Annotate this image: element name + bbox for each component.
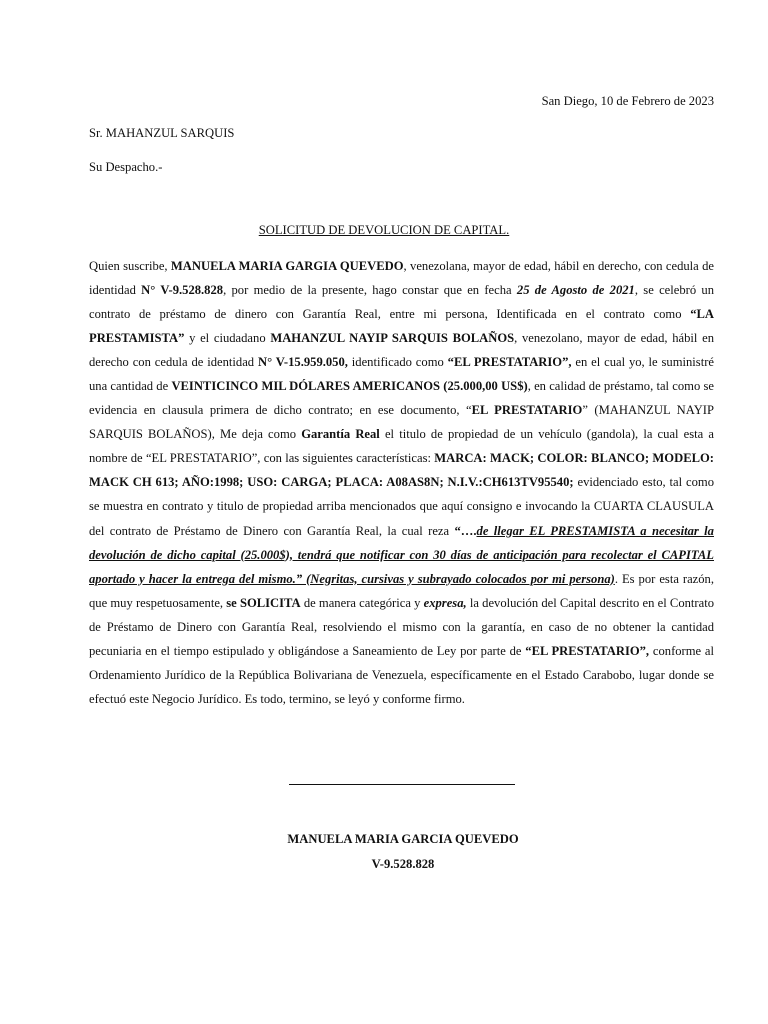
lender-id: N° V-9.528.828	[141, 283, 224, 298]
salutation-line: Su Despacho.-	[89, 160, 163, 174]
body-text: y el ciudadano	[184, 331, 271, 346]
lender-name: MANUELA MARIA GARGIA QUEVEDO	[170, 259, 404, 273]
signature-line	[289, 784, 515, 785]
signatory-id: V-9.528.828	[371, 857, 435, 871]
body-paragraph	[89, 254, 714, 711]
body-text: la devolución del Capital descrito en el Contrato de Préstamo de Dinero con Garantía Real, resolviendo el mismo con la garantía, en caso de no obtener la cantidad pecuniaria en el tiempo estipulado y obligándose a Saneamiento de Ley por parte de	[89, 595, 715, 658]
date-line: San Diego, 10 de Febrero de 2023	[541, 94, 714, 108]
quoted-clause: de llegar EL PRESTAMISTA a necesitar la devolución de dicho capital (25.000$), tendrá que notificar con 30 días de anticipación para recolectar el CAPITAL aportado y hacer la entrega del mismo.” (Negritas, cursivas y subrayado colocados por mi persona)	[89, 523, 714, 586]
borrower-role: EL PRESTATARIO	[471, 403, 583, 418]
borrower-name: MAHANZUL NAYIP SARQUIS BOLAÑOS	[270, 331, 515, 346]
guarantee-label: Garantía Real	[301, 427, 380, 442]
request-phrase: se SOLICITA	[226, 595, 301, 610]
loan-amount: VEINTICINCO MIL DÓLARES AMERICANOS (25.000,00 US$)	[171, 379, 528, 394]
body-text: , venezolano, mayor de edad, hábil en derecho con cedula de identidad	[89, 331, 714, 370]
body-text: . Es por esta razón, que muy respetuosamente,	[89, 571, 714, 610]
borrower-role: “EL PRESTATARIO”,	[447, 355, 572, 370]
body-text: conforme al Ordenamiento Jurídico de la República Bolivariana de Venezuela, específicamente en el Estado Carabobo, lugar donde se efectuó este Negocio Jurídico. Es todo, termino, se leyó y conforme firmo.	[89, 643, 715, 706]
emphasis-word: expresa,	[423, 595, 467, 610]
body-text: evidenciado esto, tal como se muestra en contrato y titulo de propiedad arriba mencionados que aquí consigno e invocando la CUARTA CLAUSULA del contrato de Préstamo de Dinero con Garantía Real, la cual reza	[89, 475, 714, 538]
quote-open: “….	[454, 523, 477, 538]
body-text: de manera categórica y	[300, 595, 424, 610]
body-text: el titulo de propiedad de un vehículo (gandola), la cual esta a nombre de “EL PRESTATARIO”, con las siguientes características:	[89, 427, 714, 466]
vehicle-details: MARCA: MACK; COLOR: BLANCO; MODELO: MACK CH 613; AÑO:1998; USO: CARGA; PLACA: A08AS8N; N.I.V.:CH613TV95540;	[89, 451, 714, 490]
contract-date: 25 de Agosto de 2021	[516, 283, 635, 298]
borrower-role: “EL PRESTATARIO”,	[525, 643, 650, 658]
body-text: , venezolana, mayor de edad, hábil en derecho, con cedula de identidad	[89, 259, 715, 298]
borrower-id: N° V-15.959.050,	[257, 355, 348, 370]
body-text: Quien suscribe,	[89, 259, 171, 273]
lender-role: “LA PRESTAMISTA”	[89, 307, 714, 346]
body-text: , en calidad de préstamo, tal como se evidencia en clausula primera de dicho contrato; en ese documento, “	[89, 379, 714, 418]
recipient-line: Sr. MAHANZUL SARQUIS	[89, 126, 235, 140]
signatory-name: MANUELA MARIA GARCIA QUEVEDO	[287, 832, 519, 846]
body-text: ” (MAHANZUL NAYIP SARQUIS BOLAÑOS), Me deja como	[89, 403, 714, 442]
body-text: en el cual yo, le suministré una cantidad de	[89, 355, 714, 394]
body-text: , por medio de la presente, hago constar que en fecha	[223, 283, 517, 298]
body-text: identificado como	[347, 355, 448, 370]
body-text: , se celebró un contrato de préstamo de dinero con Garantía Real, entre mi persona, Identificada en el contrato como	[89, 283, 715, 322]
document-title: SOLICITUD DE DEVOLUCION DE CAPITAL.	[258, 223, 510, 237]
